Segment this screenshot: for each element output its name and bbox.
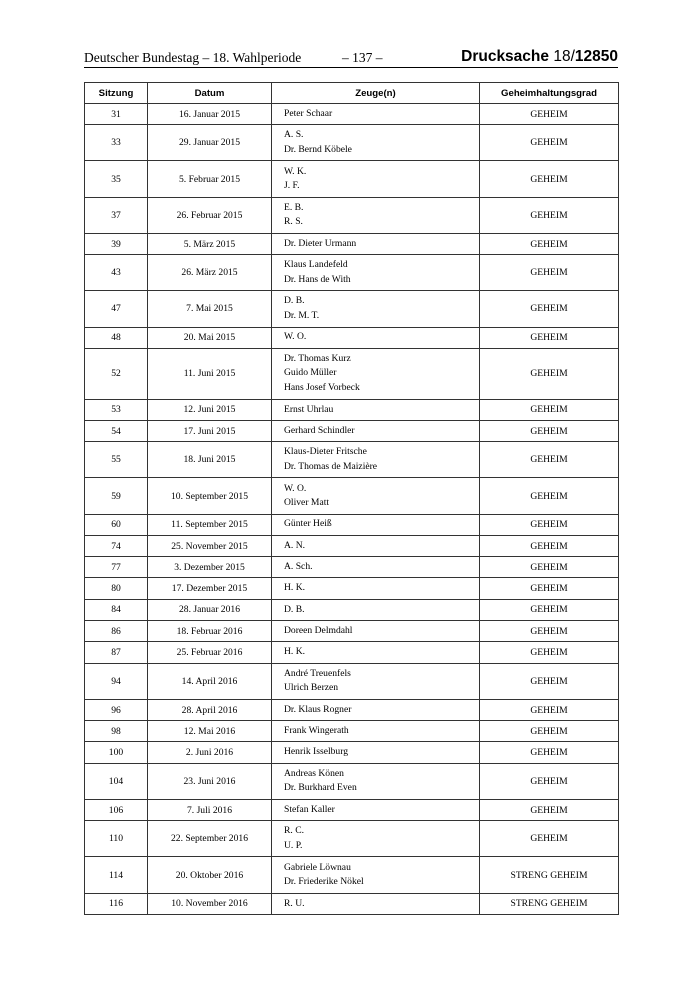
cell-zeugen (272, 197, 480, 233)
cell-datum: 25. November 2015 (148, 535, 272, 556)
table-row (85, 557, 619, 578)
cell-sitzung: 33 (85, 125, 148, 161)
cell-zeugen (272, 799, 480, 820)
cell-sitzung: 54 (85, 420, 148, 441)
cell-sitzung: 116 (85, 893, 148, 914)
witness-name: Dr. M. T. (284, 309, 320, 321)
cell-zeugen (272, 621, 480, 642)
witness-name: R. U. (284, 897, 305, 909)
cell-sitzung: 106 (85, 799, 148, 820)
cell-geheimhaltungsgrad: GEHEIM (480, 721, 619, 742)
cell-zeugen (272, 742, 480, 763)
table-row (85, 699, 619, 720)
cell-zeugen (272, 514, 480, 535)
table-row (85, 442, 619, 478)
witness-name: R. S. (284, 216, 303, 228)
cell-sitzung: 77 (85, 557, 148, 578)
table-row (85, 161, 619, 197)
cell-datum: 22. September 2016 (148, 821, 272, 857)
cell-zeugen (272, 578, 480, 599)
cell-datum: 7. Mai 2015 (148, 291, 272, 327)
cell-zeugen (272, 255, 480, 291)
cell-sitzung: 104 (85, 763, 148, 799)
witness-name: W. O. (284, 331, 307, 343)
document-series-title: Deutscher Bundestag – 18. Wahlperiode (84, 50, 302, 65)
table-row (85, 348, 619, 399)
cell-datum: 10. November 2016 (148, 893, 272, 914)
table-row (85, 478, 619, 514)
cell-sitzung: 52 (85, 348, 148, 399)
witness-name: W. O. (284, 482, 307, 494)
cell-sitzung: 110 (85, 821, 148, 857)
cell-datum: 10. September 2015 (148, 478, 272, 514)
cell-zeugen (272, 327, 480, 348)
table-row (85, 621, 619, 642)
cell-datum: 26. Februar 2015 (148, 197, 272, 233)
cell-sitzung: 114 (85, 857, 148, 893)
cell-zeugen (272, 699, 480, 720)
cell-datum: 20. Oktober 2016 (148, 857, 272, 893)
witness-name: Dr. Bernd Köbele (284, 143, 352, 155)
table-row (85, 514, 619, 535)
table-row (85, 125, 619, 161)
witness-name: A. N. (284, 539, 306, 551)
cell-sitzung: 87 (85, 642, 148, 663)
cell-sitzung: 48 (85, 327, 148, 348)
cell-geheimhaltungsgrad: STRENG GEHEIM (480, 857, 619, 893)
table-row (85, 642, 619, 663)
cell-zeugen (272, 104, 480, 125)
cell-zeugen (272, 663, 480, 699)
cell-zeugen (272, 893, 480, 914)
cell-geheimhaltungsgrad: GEHEIM (480, 233, 619, 254)
table-row (85, 742, 619, 763)
table-row (85, 578, 619, 599)
witness-name: Peter Schaar (284, 107, 333, 119)
cell-datum: 7. Juli 2016 (148, 799, 272, 820)
cell-datum: 16. Januar 2015 (148, 104, 272, 125)
cell-sitzung: 37 (85, 197, 148, 233)
table-row (85, 291, 619, 327)
table-body (85, 104, 619, 915)
column-header-sitzung: Sitzung (85, 83, 148, 104)
drucksache-prefix: 18/ (553, 48, 575, 65)
cell-zeugen (272, 721, 480, 742)
witness-name: Dr. Friederike Nökel (284, 876, 364, 888)
cell-zeugen (272, 233, 480, 254)
witness-name: Dr. Klaus Rogner (284, 703, 352, 715)
cell-sitzung: 84 (85, 599, 148, 620)
cell-datum: 23. Juni 2016 (148, 763, 272, 799)
cell-zeugen (272, 642, 480, 663)
witness-name: A. Sch. (284, 561, 313, 573)
witness-name: Dr. Burkhard Even (284, 782, 357, 794)
cell-zeugen (272, 557, 480, 578)
witness-name: D. B. (284, 603, 305, 615)
cell-zeugen (272, 442, 480, 478)
witness-name: Ernst Uhrlau (284, 403, 334, 415)
witness-name: Klaus-Dieter Fritsche (284, 446, 367, 458)
witness-name: H. K. (284, 582, 306, 594)
cell-geheimhaltungsgrad: GEHEIM (480, 197, 619, 233)
cell-geheimhaltungsgrad: GEHEIM (480, 535, 619, 556)
cell-geheimhaltungsgrad: GEHEIM (480, 742, 619, 763)
witness-name: Frank Wingerath (284, 725, 349, 737)
cell-datum: 18. Februar 2016 (148, 621, 272, 642)
cell-geheimhaltungsgrad: GEHEIM (480, 327, 619, 348)
witness-name: Stefan Kaller (284, 803, 335, 815)
cell-datum: 26. März 2015 (148, 255, 272, 291)
cell-zeugen (272, 399, 480, 420)
cell-datum: 11. September 2015 (148, 514, 272, 535)
cell-zeugen (272, 535, 480, 556)
cell-datum: 18. Juni 2015 (148, 442, 272, 478)
witness-name: Guido Müller (284, 367, 337, 379)
cell-geheimhaltungsgrad: GEHEIM (480, 348, 619, 399)
cell-datum: 29. Januar 2015 (148, 125, 272, 161)
cell-geheimhaltungsgrad: GEHEIM (480, 399, 619, 420)
cell-zeugen (272, 763, 480, 799)
cell-geheimhaltungsgrad: GEHEIM (480, 599, 619, 620)
cell-sitzung: 39 (85, 233, 148, 254)
page-header (84, 48, 618, 68)
cell-sitzung: 60 (85, 514, 148, 535)
cell-datum: 28. April 2016 (148, 699, 272, 720)
table-row (85, 893, 619, 914)
witness-name: E. B. (284, 201, 304, 213)
table-header-row (85, 83, 619, 104)
cell-geheimhaltungsgrad: GEHEIM (480, 621, 619, 642)
cell-geheimhaltungsgrad: GEHEIM (480, 557, 619, 578)
cell-sitzung: 96 (85, 699, 148, 720)
cell-geheimhaltungsgrad: GEHEIM (480, 514, 619, 535)
cell-sitzung: 31 (85, 104, 148, 125)
witness-name: Oliver Matt (284, 497, 330, 508)
column-header-geheimhaltungsgrad: Geheimhaltungsgrad (480, 83, 619, 104)
witness-name: Gerhard Schindler (284, 424, 355, 436)
cell-datum: 12. Juni 2015 (148, 399, 272, 420)
cell-zeugen (272, 125, 480, 161)
cell-datum: 17. Dezember 2015 (148, 578, 272, 599)
witness-name: Andreas Könen (284, 767, 344, 779)
table-row (85, 197, 619, 233)
table-row (85, 663, 619, 699)
cell-sitzung: 59 (85, 478, 148, 514)
witness-name: Klaus Landefeld (284, 259, 348, 271)
cell-geheimhaltungsgrad: GEHEIM (480, 442, 619, 478)
cell-sitzung: 47 (85, 291, 148, 327)
table-row (85, 799, 619, 820)
cell-zeugen (272, 478, 480, 514)
cell-geheimhaltungsgrad: GEHEIM (480, 763, 619, 799)
cell-geheimhaltungsgrad: GEHEIM (480, 104, 619, 125)
cell-sitzung: 98 (85, 721, 148, 742)
header-divider (84, 67, 618, 68)
cell-datum: 12. Mai 2016 (148, 721, 272, 742)
table-row (85, 535, 619, 556)
cell-datum: 5. Februar 2015 (148, 161, 272, 197)
cell-sitzung: 53 (85, 399, 148, 420)
witness-name: Gabriele Löwnau (284, 861, 351, 873)
cell-datum: 2. Juni 2016 (148, 742, 272, 763)
cell-geheimhaltungsgrad: GEHEIM (480, 821, 619, 857)
witness-name: Günter Heiß (284, 518, 332, 530)
table-row (85, 104, 619, 125)
cell-datum: 11. Juni 2015 (148, 348, 272, 399)
sessions-table (84, 82, 619, 915)
table-row (85, 399, 619, 420)
cell-sitzung: 55 (85, 442, 148, 478)
table-row (85, 857, 619, 893)
column-header-datum: Datum (148, 83, 272, 104)
cell-datum: 17. Juni 2015 (148, 420, 272, 441)
cell-zeugen (272, 821, 480, 857)
drucksache-id: 12850 (574, 48, 618, 65)
witness-name: H. K. (284, 646, 306, 658)
cell-sitzung: 35 (85, 161, 148, 197)
cell-sitzung: 86 (85, 621, 148, 642)
cell-zeugen (272, 857, 480, 893)
cell-geheimhaltungsgrad: GEHEIM (480, 663, 619, 699)
cell-sitzung: 100 (85, 742, 148, 763)
cell-geheimhaltungsgrad: STRENG GEHEIM (480, 893, 619, 914)
cell-sitzung: 94 (85, 663, 148, 699)
cell-zeugen (272, 291, 480, 327)
cell-geheimhaltungsgrad: GEHEIM (480, 420, 619, 441)
table-row (85, 721, 619, 742)
table-row (85, 327, 619, 348)
witness-name: R. C. (284, 825, 304, 837)
cell-zeugen (272, 420, 480, 441)
witness-name: J. F. (284, 180, 300, 192)
witness-name: Hans Josef Vorbeck (284, 381, 360, 393)
witness-name: Dr. Thomas de Maizière (284, 460, 378, 472)
table-row (85, 763, 619, 799)
cell-datum: 25. Februar 2016 (148, 642, 272, 663)
table-row (85, 821, 619, 857)
cell-geheimhaltungsgrad: GEHEIM (480, 161, 619, 197)
cell-geheimhaltungsgrad: GEHEIM (480, 255, 619, 291)
column-header-zeugen: Zeuge(n) (272, 83, 480, 104)
witness-name: Dr. Hans de With (284, 273, 351, 285)
drucksache-label: Drucksache (461, 48, 550, 65)
witness-name: Ulrich Berzen (284, 682, 339, 694)
cell-geheimhaltungsgrad: GEHEIM (480, 642, 619, 663)
witness-name: Doreen Delmdahl (284, 624, 353, 636)
witness-name: André Treuenfels (284, 667, 351, 679)
cell-datum: 5. März 2015 (148, 233, 272, 254)
witness-name: Henrik Isselburg (284, 746, 349, 758)
cell-datum: 20. Mai 2015 (148, 327, 272, 348)
witness-name: W. K. (284, 165, 307, 177)
witness-name: Dr. Dieter Urmann (284, 237, 357, 249)
cell-geheimhaltungsgrad: GEHEIM (480, 125, 619, 161)
cell-zeugen (272, 348, 480, 399)
table-row (85, 233, 619, 254)
cell-datum: 14. April 2016 (148, 663, 272, 699)
cell-datum: 28. Januar 2016 (148, 599, 272, 620)
witness-name: U. P. (284, 839, 303, 851)
witness-name: Dr. Thomas Kurz (284, 352, 351, 364)
cell-geheimhaltungsgrad: GEHEIM (480, 699, 619, 720)
cell-geheimhaltungsgrad: GEHEIM (480, 799, 619, 820)
cell-sitzung: 80 (85, 578, 148, 599)
cell-zeugen (272, 161, 480, 197)
table-row (85, 420, 619, 441)
cell-geheimhaltungsgrad: GEHEIM (480, 578, 619, 599)
cell-datum: 3. Dezember 2015 (148, 557, 272, 578)
witness-name: A. S. (284, 129, 304, 141)
cell-sitzung: 43 (85, 255, 148, 291)
cell-zeugen (272, 599, 480, 620)
drucksache-number (461, 48, 618, 66)
table-row (85, 599, 619, 620)
cell-geheimhaltungsgrad: GEHEIM (480, 291, 619, 327)
table-row (85, 255, 619, 291)
cell-sitzung: 74 (85, 535, 148, 556)
witness-name: D. B. (284, 295, 305, 307)
page-number: – 137 – (342, 50, 383, 65)
cell-geheimhaltungsgrad: GEHEIM (480, 478, 619, 514)
